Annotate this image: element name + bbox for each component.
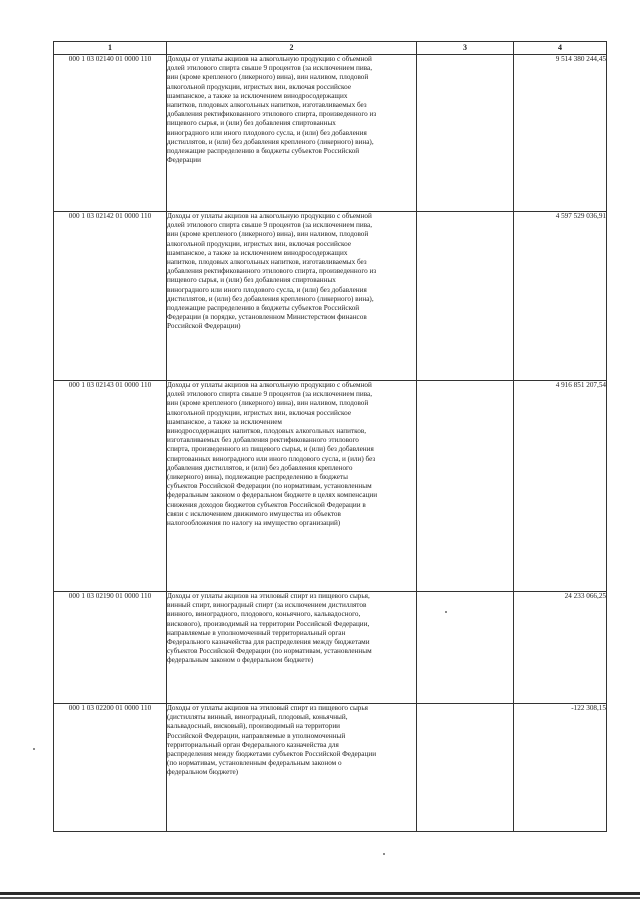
table-row [54,55,607,212]
col3-cell [417,704,514,832]
col3-cell [417,592,514,704]
budget-code: 000 1 03 02200 01 0000 110 [54,704,167,832]
table-row [54,381,607,592]
scan-edge-line [0,897,640,899]
amount: -122 308,15 [514,704,607,832]
scan-speck [445,611,447,613]
description-text: Доходы от уплаты акцизов на алкогольную продукцию с объемной долей этилового спирта свыше 9 процентов (за исключением пива, вин (кроме крепленого (ликерного) вина), вин наливом, плодовой алкогольной продукции, игристых вин, включая российское шампанское, а также за исключением винодросодержащих напитков, плодовых алкогольных напитков, изготавливаемых без добавления ректификованного этилового спирта, произведенного из пищевого сырья, и (или) без добавления спиртованных виноградного или иного плодового сусла, и (или) без добавления дистиллятов, и (или) без добавления крепленого (ликерного) вина), подлежащие распределению в бюджеты субъектов Российской Федерации [167,55,377,165]
scan-edge-line [0,892,640,895]
header-col-1: 1 [54,42,167,55]
col3-cell [417,55,514,212]
description-text: Доходы от уплаты акцизов на этиловый спирт из пищевого сырья, винный спирт, виноградный спирт (за исключением дистиллятов винного, виноградного, плодового, коньячного, кальвадосного, вискового), производимый на территории Российской Федерации, направляемые в уполномоченный территориальный орган Федерального казначейства для распределения между бюджетами субъектов Российской Федерации (по нормативам, установленным федеральным законом о федеральном бюджете) [167,592,372,665]
header-col-3: 3 [417,42,514,55]
amount: 4 597 529 036,91 [514,212,607,381]
revenue-description [167,592,417,704]
revenue-description [167,55,417,212]
header-col-2: 2 [167,42,417,55]
scan-speck [33,748,35,750]
budget-code: 000 1 03 02140 01 0000 110 [54,55,167,212]
col3-cell [417,212,514,381]
revenue-table [53,41,607,832]
budget-code: 000 1 03 02143 01 0000 110 [54,381,167,592]
revenue-description [167,704,417,832]
amount: 4 916 851 207,54 [514,381,607,592]
table-row [54,212,607,381]
budget-code: 000 1 03 02190 01 0000 110 [54,592,167,704]
budget-code: 000 1 03 02142 01 0000 110 [54,212,167,381]
description-text: Доходы от уплаты акцизов на алкогольную продукцию с объемной долей этилового спирта свыше 9 процентов (за исключением пива, вин (кроме крепленого (ликерного) вина), вин наливом, плодовой алкогольной продукции, игристых вин, включая российское шампанское, а также за исключением винодросодержащих напитков, плодовых алкогольных напитков, изготавливаемых без добавления ректификованного этилового спирта, произведенного из пищевого сырья, и (или) без добавления спиртованных виноградного или иного плодового сусла, и (или) без добавления дистиллятов, и (или) без добавления крепленого (ликерного) вина), подлежащие распределению в бюджеты субъектов Российской Федерации (по нормативам, установленным федеральным законом о федеральном бюджете в целях компенсации снижения доходов бюджетов субъектов Российской Федерации в связи с исключением движимого имущества из объектов налогообложения по налогу на имущество организаций) [167,381,378,528]
table-row [54,704,607,832]
amount: 24 233 066,25 [514,592,607,704]
description-text: Доходы от уплаты акцизов на алкогольную продукцию с объемной долей этилового спирта свыше 9 процентов (за исключением пива, вин (кроме крепленого (ликерного) вина), вин наливом, плодовой алкогольной продукции, игристых вин, включая российское шампанское, а также за исключением винодросодержащих напитков, плодовых алкогольных напитков, изготавливаемых без добавления ректификованного этилового спирта, произведенного из пищевого сырья, и (или) без добавления спиртованных виноградного или иного плодового сусла, и (или) без добавления дистиллятов, и (или) без добавления крепленого (ликерного) вина), подлежащие распределению в бюджеты субъектов Российской Федерации (в порядке, установленном Министерством финансов Российской Федерации) [167,212,377,331]
header-col-4: 4 [514,42,607,55]
header-row [54,42,607,55]
description-text: Доходы от уплаты акцизов на этиловый спирт из пищевого сырья (дистилляты винный, виноградный, плодовый, коньячный, кальвадосный, висковый), производимый на территории Российской Федерации, направляемые в уполномоченный территориальный орган Федерального казначейства для распределения между бюджетами субъектов Российской Федерации (по нормативам, установленным федеральным законом о федеральном бюджете) [167,704,377,777]
col3-cell [417,381,514,592]
amount: 9 514 380 244,45 [514,55,607,212]
scan-speck [383,853,385,855]
revenue-description [167,381,417,592]
table-row [54,592,607,704]
revenue-description [167,212,417,381]
